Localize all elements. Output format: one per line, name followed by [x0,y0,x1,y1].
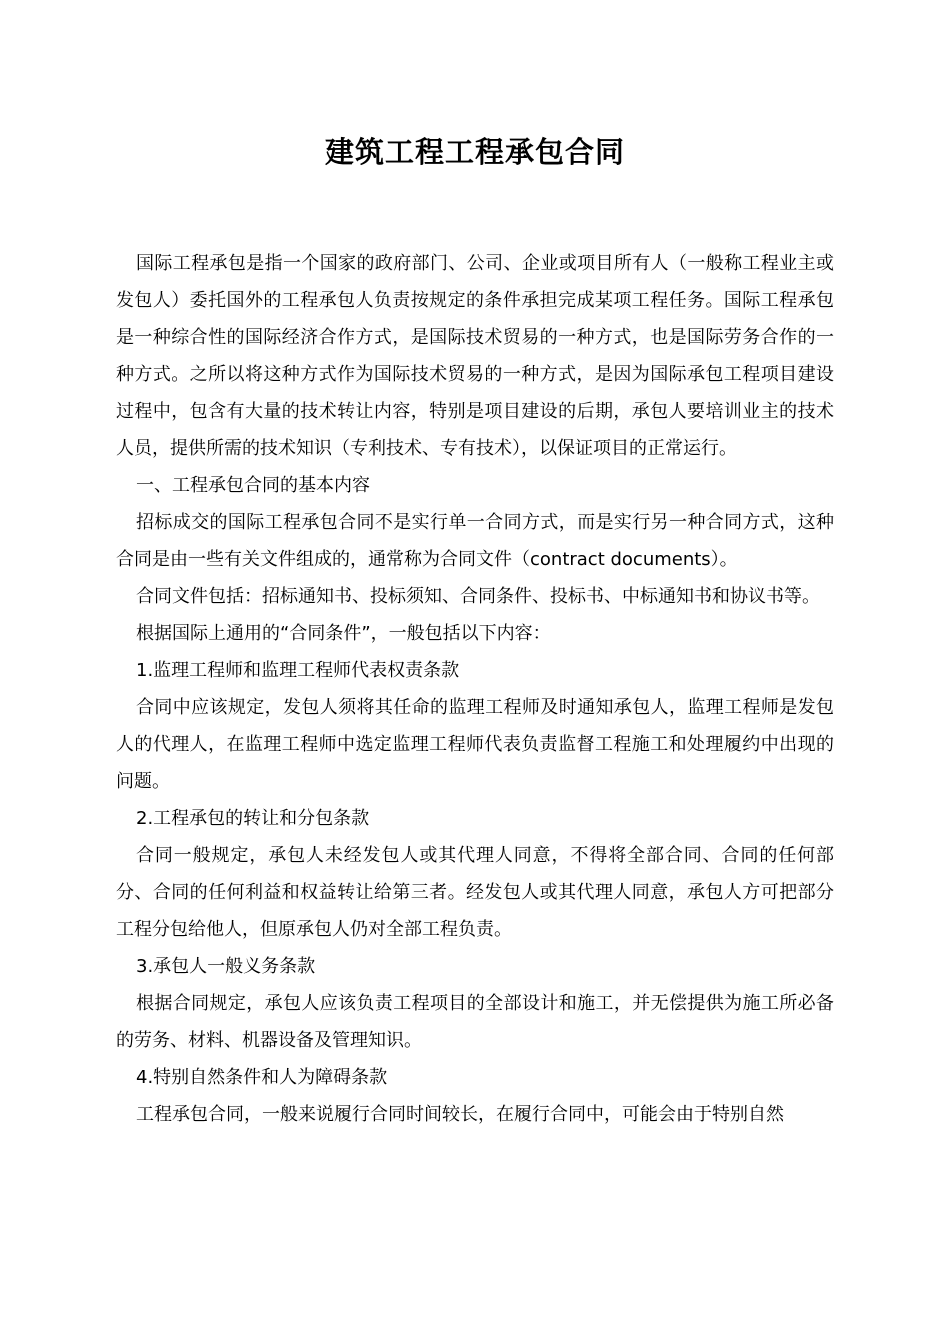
paragraph-contract-conditions: 根据国际上通用的“合同条件”，一般包括以下内容： [136,623,551,644]
clause-text-3: 根据合同规定，承包人应该负责工程项目的全部设计和施工，并无偿提供为施工所必备的劳务、材料、机器设备及管理知识。 [116,993,834,1051]
clause-heading-3: 3.承包人一般义务条款 [136,956,316,977]
paragraph-contract-form: 招标成交的国际工程承包合同不是实行单一合同方式，而是实行另一种合同方式，这种合同是由一些有关文件组成的，通常称为合同文件（contract documents）。 [116,512,834,570]
clause-text-2: 合同一般规定，承包人未经发包人或其代理人同意，不得将全部合同、合同的任何部分、合同的任何利益和权益转让给第三者。经发包人或其代理人同意，承包人方可把部分工程分包给他人，但原承包人仍对全部工程负责。 [116,845,834,940]
clause-heading-1: 1.监理工程师和监理工程师代表权责条款 [136,660,460,681]
clause-heading-4: 4.特别自然条件和人为障碍条款 [136,1067,388,1088]
paragraph-intro: 国际工程承包是指一个国家的政府部门、公司、企业或项目所有人（一般称工程业主或发包人）委托国外的工程承包人负责按规定的条件承担完成某项工程任务。国际工程承包是一种综合性的国际经济合作方式，是国际技术贸易的一种方式，也是国际劳务合作的一种方式。之所以将这种方式作为国际技术贸易的一种方式，是因为国际承包工程项目建设过程中，包含有大量的技术转让内容，特别是项目建设的后期，承包人要培训业主的技术人员，提供所需的技术知识（专利技术、专有技术），以保证项目的正常运行。 [116,253,834,459]
clause-heading-2: 2.工程承包的转让和分包条款 [136,808,370,829]
clause-text-1: 合同中应该规定，发包人须将其任命的监理工程师及时通知承包人，监理工程师是发包人的代理人，在监理工程师中选定监理工程师代表负责监督工程施工和处理履约中出现的问题。 [116,697,834,792]
document-body [116,245,834,1133]
section-heading-basic-content: 一、工程承包合同的基本内容 [136,475,370,496]
clause-text-4: 工程承包合同，一般来说履行合同时间较长，在履行合同中，可能会由于特别自然 [136,1104,784,1125]
paragraph-contract-documents: 合同文件包括：招标通知书、投标须知、合同条件、投标书、中标通知书和协议书等。 [136,586,820,607]
document-title: 建筑工程工程承包合同 [324,135,625,169]
